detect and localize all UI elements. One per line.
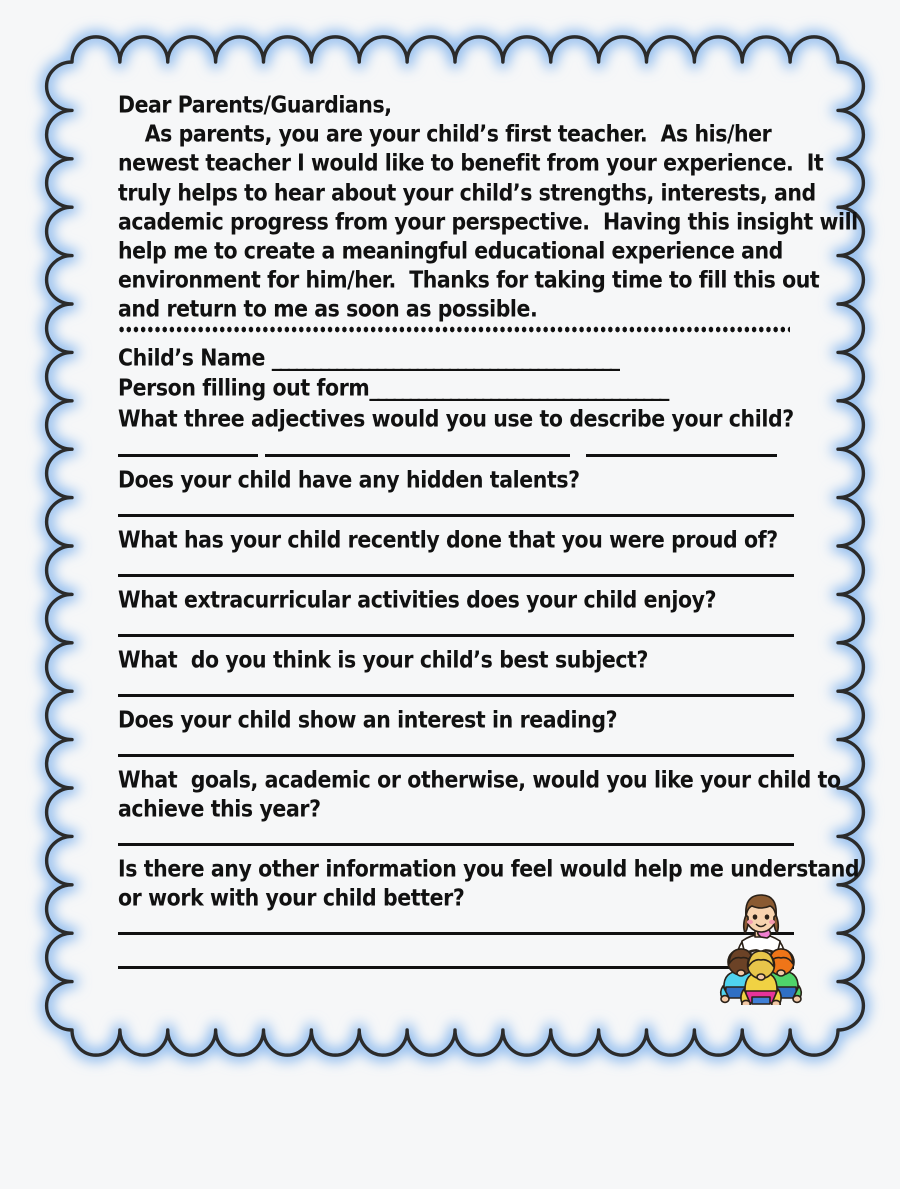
question-extracurricular — [118, 584, 794, 644]
field-label: Child’s Name — [118, 344, 272, 372]
question-hidden-talents — [118, 464, 794, 524]
answer-triple-blanks[interactable] — [118, 454, 794, 460]
question-text: Is there any other information you feel would help me understand — [118, 854, 860, 882]
field-person-filling-out-form[interactable] — [118, 372, 794, 403]
question-three-adjectives — [118, 403, 794, 464]
field-blank[interactable]: ___________________________________________ — [271, 344, 618, 372]
question-other-information — [118, 853, 860, 973]
letter-line: and return to me as soon as possible. — [118, 295, 538, 323]
letter-line: newest teacher I would like to benefit from your experience. It — [118, 149, 824, 177]
answer-rule[interactable] — [118, 932, 794, 935]
salutation: Dear Parents/Guardians, — [118, 91, 392, 119]
question-goals — [118, 764, 841, 853]
letter-line: help me to create a meaningful educational experience and — [118, 237, 783, 265]
answer-rule[interactable] — [118, 754, 794, 757]
question-text: Does your child have any hidden talents? — [118, 465, 580, 493]
question-text: What do you think is your child’s best subject? — [118, 645, 648, 673]
question-recently-proud — [118, 524, 794, 584]
teacher-reading-to-children-illustration — [712, 893, 810, 1005]
letter-line: academic progress from your perspective. Having this insight will — [118, 208, 858, 235]
question-text: Does your child show an interest in reading? — [118, 705, 618, 733]
letter-line: As parents, you are your child’s first teacher. As his/her — [118, 120, 772, 148]
form-area — [118, 342, 860, 973]
question-text: What goals, academic or otherwise, would you like your child to — [118, 765, 841, 793]
question-text-continued: achieve this year? — [118, 795, 321, 823]
letter-line: truly helps to hear about your child’s strengths, interests, and — [118, 178, 816, 206]
question-best-subject — [118, 644, 794, 704]
answer-blank-2[interactable] — [265, 454, 570, 457]
answer-rule[interactable] — [118, 634, 794, 637]
field-label: Person filling out form — [118, 373, 370, 401]
letter-line: environment for him/her. Thanks for taking time to fill this out — [118, 266, 820, 294]
question-text: What three adjectives would you use to describe your child? — [118, 404, 794, 432]
answer-rule[interactable] — [118, 694, 794, 697]
letter-block — [118, 89, 858, 323]
answer-rule[interactable] — [118, 514, 794, 517]
answer-rule[interactable] — [118, 574, 794, 577]
field-blank[interactable]: _____________________________________ — [369, 373, 668, 401]
question-text: What extracurricular activities does your child enjoy? — [118, 585, 717, 613]
answer-rule[interactable] — [118, 966, 794, 969]
answer-blank-3[interactable] — [586, 454, 777, 457]
field-childs-name[interactable] — [118, 342, 794, 372]
answer-rule[interactable] — [118, 843, 794, 846]
question-interest-reading — [118, 704, 794, 764]
question-text: What has your child recently done that you were proud of? — [118, 525, 778, 553]
questionnaire-sheet — [95, 70, 860, 1020]
answer-blank-1[interactable] — [118, 454, 258, 457]
dotted-divider — [118, 324, 790, 333]
question-text-continued: or work with your child better? — [118, 884, 465, 912]
